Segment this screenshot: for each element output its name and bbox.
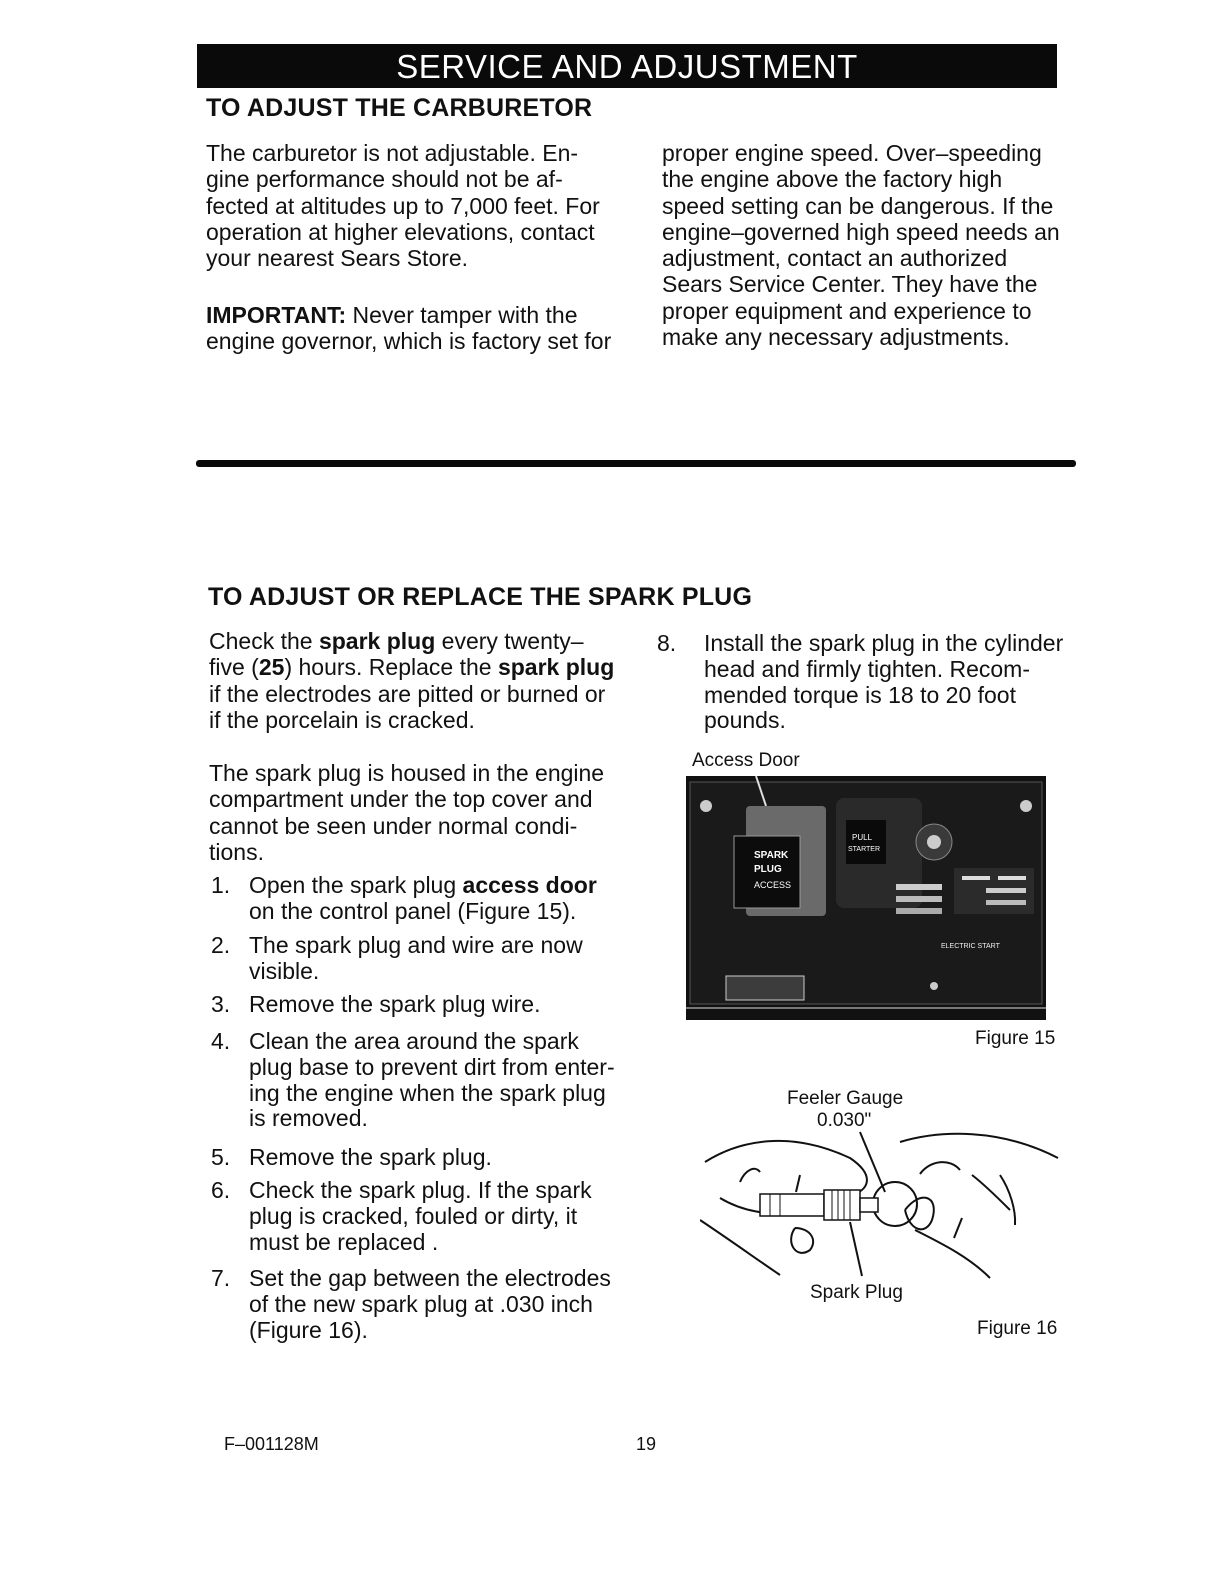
text-span: ) hours. Replace the bbox=[284, 654, 498, 681]
section-divider bbox=[196, 460, 1076, 467]
text-line: mended torque is 18 to 20 foot bbox=[704, 681, 1016, 708]
text-span: every twenty– bbox=[435, 628, 584, 654]
panel-label-starter: STARTER bbox=[848, 846, 881, 853]
figure-16-spark-plug-gap bbox=[700, 1130, 1062, 1280]
panel-label-electric: ELECTRIC START bbox=[941, 943, 1000, 950]
step-number: 3. bbox=[211, 991, 231, 1017]
bold-term: access door bbox=[462, 872, 597, 898]
text-line: gine performance should not be af- bbox=[206, 166, 563, 193]
text-line: on the control panel (Figure 15). bbox=[249, 897, 577, 924]
text-span: Open the spark plug bbox=[249, 872, 463, 898]
important-label: IMPORTANT: bbox=[206, 302, 347, 328]
text-line: Clean the area around the spark bbox=[249, 1028, 579, 1054]
figure-16-caption: Figure 16 bbox=[977, 1318, 1058, 1339]
text-line: fected at altitudes up to 7,000 feet. For bbox=[206, 192, 600, 219]
bold-term: spark plug bbox=[318, 628, 436, 654]
carburetor-left-paragraph bbox=[206, 140, 636, 271]
text-line: The carburetor is not adjustable. En- bbox=[206, 140, 579, 166]
text-line: plug is cracked, fouled or dirty, it bbox=[249, 1202, 578, 1229]
step-number: 5. bbox=[211, 1144, 231, 1170]
access-door-callout: Access Door bbox=[692, 750, 800, 771]
text-line: your nearest Sears Store. bbox=[206, 245, 469, 272]
text-span: Check the bbox=[209, 628, 319, 654]
step-number: 4. bbox=[211, 1028, 231, 1054]
panel-label-pull: PULL bbox=[852, 833, 873, 842]
step-item bbox=[657, 630, 1084, 734]
text-line: of the new spark plug at .030 inch bbox=[249, 1290, 593, 1317]
text-line: speed setting can be dangerous. If the bbox=[662, 192, 1054, 219]
text-line: plug base to prevent dirt from enter- bbox=[249, 1053, 615, 1080]
panel-label-spark: SPARK bbox=[754, 850, 789, 861]
document-code: F–001128M bbox=[224, 1434, 319, 1454]
important-note bbox=[206, 302, 636, 355]
feeler-gauge-value: 0.030" bbox=[817, 1110, 872, 1131]
text-line: head and firmly tighten. Recom- bbox=[704, 655, 1030, 682]
text-line: Remove the spark plug. bbox=[249, 1144, 492, 1170]
text-line: Install the spark plug in the cylinder bbox=[704, 630, 1064, 656]
step-item bbox=[211, 1144, 639, 1171]
spark-plug-label: Spark Plug bbox=[810, 1282, 903, 1303]
step-item bbox=[211, 1265, 639, 1343]
text-line: must be replaced . bbox=[249, 1228, 439, 1255]
step-item bbox=[211, 1177, 639, 1255]
bold-term: 25 bbox=[258, 654, 285, 681]
panel-label-plug: PLUG bbox=[754, 864, 782, 875]
text-line: The spark plug is housed in the engine bbox=[209, 760, 605, 786]
text-span: Never tamper with the bbox=[346, 302, 578, 328]
text-line: Set the gap between the electrodes bbox=[249, 1265, 611, 1291]
text-span: five ( bbox=[209, 654, 259, 681]
housing-paragraph bbox=[209, 760, 629, 865]
step-number: 7. bbox=[211, 1265, 231, 1291]
page-number: 19 bbox=[636, 1434, 657, 1454]
step-number: 2. bbox=[211, 932, 231, 958]
figure-15-control-panel bbox=[686, 776, 1046, 1020]
text-line: compartment under the top cover and bbox=[209, 786, 593, 813]
spark-plug-heading: TO ADJUST OR REPLACE THE SPARK PLUG bbox=[208, 583, 753, 611]
text-line: adjustment, contact an authorized bbox=[662, 245, 1008, 272]
panel-label-access: ACCESS bbox=[754, 880, 792, 890]
section-banner: SERVICE AND ADJUSTMENT bbox=[197, 44, 1057, 88]
step-number: 6. bbox=[211, 1177, 231, 1203]
text-line: The spark plug and wire are now bbox=[249, 932, 583, 958]
text-line: tions. bbox=[209, 838, 264, 865]
text-line: make any necessary adjustments. bbox=[662, 324, 1010, 351]
text-line: if the electrodes are pitted or burned or bbox=[209, 680, 606, 707]
bold-term: spark plug bbox=[497, 654, 615, 681]
text-line: if the porcelain is cracked. bbox=[209, 706, 475, 733]
text-line: the engine above the factory high bbox=[662, 166, 1003, 193]
step-number: 8. bbox=[657, 630, 677, 656]
feeler-gauge-label: Feeler Gauge bbox=[787, 1088, 904, 1109]
text-line: visible. bbox=[249, 957, 320, 984]
step-item bbox=[211, 1028, 639, 1132]
text-line: pounds. bbox=[704, 707, 786, 734]
text-line: (Figure 16). bbox=[249, 1316, 368, 1343]
step-item bbox=[211, 872, 639, 925]
text-line: cannot be seen under normal condi- bbox=[209, 812, 578, 839]
step-number: 1. bbox=[211, 872, 231, 898]
text-line: proper engine speed. Over–speeding bbox=[662, 140, 1042, 166]
step-item bbox=[211, 932, 639, 985]
figure-15-caption: Figure 15 bbox=[975, 1028, 1056, 1049]
text-line: Remove the spark plug wire. bbox=[249, 991, 541, 1017]
carburetor-right-paragraph bbox=[662, 140, 1082, 350]
step-item bbox=[211, 991, 639, 1018]
text-line: ing the engine when the spark plug bbox=[249, 1079, 606, 1106]
text-line: proper equipment and experience to bbox=[662, 297, 1032, 324]
text-line: Check the spark plug. If the spark bbox=[249, 1177, 592, 1203]
text-line: is removed. bbox=[249, 1105, 368, 1132]
text-line: engine governor, which is factory set for bbox=[206, 328, 612, 355]
text-line: engine–governed high speed needs an bbox=[662, 218, 1060, 245]
text-line: operation at higher elevations, contact bbox=[206, 218, 595, 245]
text-line: Sears Service Center. They have the bbox=[662, 271, 1038, 298]
carburetor-heading: TO ADJUST THE CARBURETOR bbox=[206, 94, 593, 122]
spark-intro-paragraph bbox=[209, 628, 629, 733]
